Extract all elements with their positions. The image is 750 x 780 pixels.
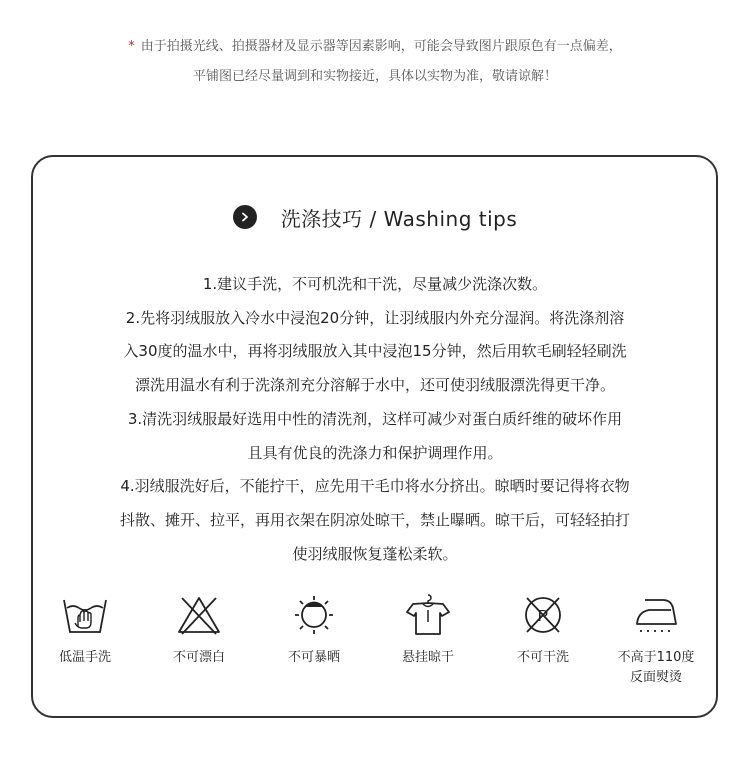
hand-wash-icon <box>60 594 110 636</box>
care-item-no-sun <box>259 594 369 668</box>
care-label: 悬挂晾干 <box>401 650 454 665</box>
notice-text-1: 由于拍摄光线、拍摄器材及显示器等因素影响，可能会导致图片跟原色有一点偏差， <box>140 39 622 54</box>
care-item-no-dry-clean <box>488 594 598 668</box>
chevron-right-circle-icon <box>233 205 257 229</box>
care-label: 不可漂白 <box>172 650 225 665</box>
no-sun-icon <box>289 594 339 636</box>
hang-dry-icon <box>403 594 453 636</box>
care-item-no-bleach <box>144 594 254 668</box>
care-item-hand-wash <box>30 594 140 668</box>
instruction-line: 2.先将羽绒服放入冷水中浸泡20分钟，让羽绒服内外充分湿润。将洗涤剂溶 <box>125 308 625 327</box>
instruction-line: 1.建议手洗，不可机洗和干洗，尽量减少洗涤次数。 <box>202 275 548 293</box>
instruction-line: 抖散、摊开、拉平，再用衣架在阴凉处晾干，禁止曝晒。晾干后，可轻轻拍打 <box>119 510 630 529</box>
card-title-row <box>0 203 750 231</box>
care-item-iron <box>601 594 711 688</box>
iron-icon <box>631 594 681 636</box>
notice-star: * <box>128 39 135 54</box>
instruction-line: 漂洗用温水有利于洗涤剂充分溶解于水中，还可使羽绒服漂洗得更干净。 <box>134 376 615 395</box>
care-item-hang-dry <box>373 594 483 668</box>
instruction-line: 4.羽绒服洗好后，不能拧干，应先用干毛巾将水分挤出。晾晒时要记得将衣物 <box>120 477 630 496</box>
washing-instructions <box>60 268 690 571</box>
instruction-line: 3.清洗羽绒服最好选用中性的清洗剂，这样可减少对蛋白质纤维的破坏作用 <box>127 409 623 428</box>
no-bleach-icon <box>174 594 224 636</box>
instruction-line: 入30度的温水中，再将羽绒服放入其中浸泡15分钟，然后用软毛刷轻轻刷洗 <box>123 342 627 361</box>
no-dry-clean-icon <box>518 594 568 636</box>
care-label: 不可干洗 <box>516 650 569 665</box>
instruction-line: 使羽绒服恢复蓬松柔软。 <box>292 544 458 563</box>
svg-text:P: P <box>537 608 549 625</box>
care-label: 低温手洗 <box>58 650 111 665</box>
care-label: 不可暴晒 <box>287 650 340 665</box>
care-label <box>601 648 711 688</box>
instruction-line: 且具有优良的洗涤力和保护调理作用。 <box>247 443 503 462</box>
notice-line-2: 平铺图已经尽量调到和实物接近，具体以实物为准，敬请谅解！ <box>192 69 557 84</box>
care-icons-row <box>0 594 750 704</box>
care-label-line-1: 不高于110度 <box>617 650 695 665</box>
care-label-line-2: 反面熨烫 <box>629 670 682 685</box>
card-title: 洗涤技巧 / Washing tips <box>280 206 518 231</box>
notice-line-1 <box>0 35 750 54</box>
